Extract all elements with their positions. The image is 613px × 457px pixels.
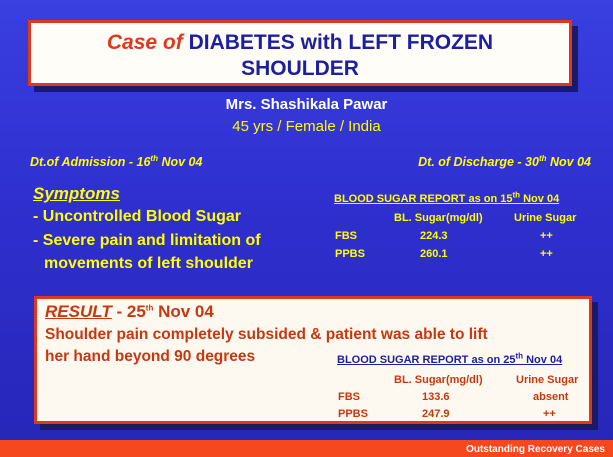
report2-heading-post: Nov 04: [526, 354, 563, 366]
admission-label: Dt.of Admission -: [30, 155, 134, 169]
discharge-day-suffix: th: [538, 153, 547, 163]
admission-date: [30, 155, 202, 169]
report1-col-urine: Urine Sugar: [514, 212, 577, 224]
result-line-2: her hand beyond 90 degrees: [45, 348, 256, 365]
report1-row2-sugar: 260.1: [420, 248, 448, 260]
report2-heading-pre: BLOOD SUGAR REPORT as on 25: [337, 354, 516, 366]
symptom-item-1: - Uncontrolled Blood Sugar: [33, 208, 241, 225]
discharge-rest: Nov 04: [550, 155, 591, 169]
admission-day-suffix: th: [150, 153, 158, 163]
report1-row1-label: FBS: [335, 230, 357, 242]
report2-row1-urine: absent: [533, 391, 569, 403]
title-line-2: SHOULDER: [241, 57, 359, 80]
report2-col-urine: Urine Sugar: [516, 374, 579, 386]
patient-info: 45 yrs / Female / India: [232, 118, 381, 135]
report2-row2-sugar: 247.9: [422, 408, 450, 420]
result-date-pre: - 25: [116, 302, 146, 321]
discharge-day: 30: [525, 155, 539, 169]
report2-heading: [337, 351, 563, 366]
report1-heading-pre: BLOOD SUGAR REPORT as on 15: [334, 193, 513, 205]
report1-heading-post: Nov 04: [523, 193, 560, 205]
report2-heading-sup: th: [515, 351, 524, 361]
admission-day: 16: [136, 155, 151, 169]
patient-name: Mrs. Shashikala Pawar: [225, 96, 388, 113]
result-label: RESULT: [45, 302, 112, 321]
report2-row1-label: FBS: [338, 391, 360, 403]
report1-row1-urine: ++: [540, 230, 553, 242]
report2-row1-sugar: 133.6: [422, 391, 450, 403]
discharge-label: Dt. of Discharge -: [418, 155, 522, 169]
report1-heading: [334, 190, 560, 205]
report1-heading-sup: th: [512, 190, 521, 200]
symptom-item-2: - Severe pain and limitation of: [33, 232, 261, 249]
report2-row2-label: PPBS: [338, 408, 368, 420]
report1-row2-urine: ++: [540, 248, 553, 260]
footer-text: Outstanding Recovery Cases: [466, 444, 605, 455]
symptoms-heading: Symptoms: [33, 184, 120, 203]
report1-row2-label: PPBS: [335, 248, 365, 260]
admission-rest: Nov 04: [161, 155, 203, 169]
title-case-of: Case of: [106, 31, 183, 54]
discharge-date: [418, 155, 591, 169]
report1-row1-sugar: 224.3: [420, 230, 448, 242]
report2-row2-urine: ++: [543, 408, 556, 420]
result-line-1: Shoulder pain completely subsided & patient was able to lift: [45, 326, 488, 343]
title-line-1-rest: DIABETES with LEFT FROZEN: [188, 31, 494, 54]
report1-col-sugar: BL. Sugar(mg/dl): [394, 212, 483, 224]
title-box: [28, 20, 572, 86]
result-heading: [45, 302, 214, 322]
title-line-1: [31, 30, 569, 56]
result-date-sup: th: [145, 303, 154, 313]
result-date-post: Nov 04: [158, 302, 214, 321]
symptom-item-3: movements of left shoulder: [44, 255, 253, 272]
report2-col-sugar: BL. Sugar(mg/dl): [394, 374, 483, 386]
